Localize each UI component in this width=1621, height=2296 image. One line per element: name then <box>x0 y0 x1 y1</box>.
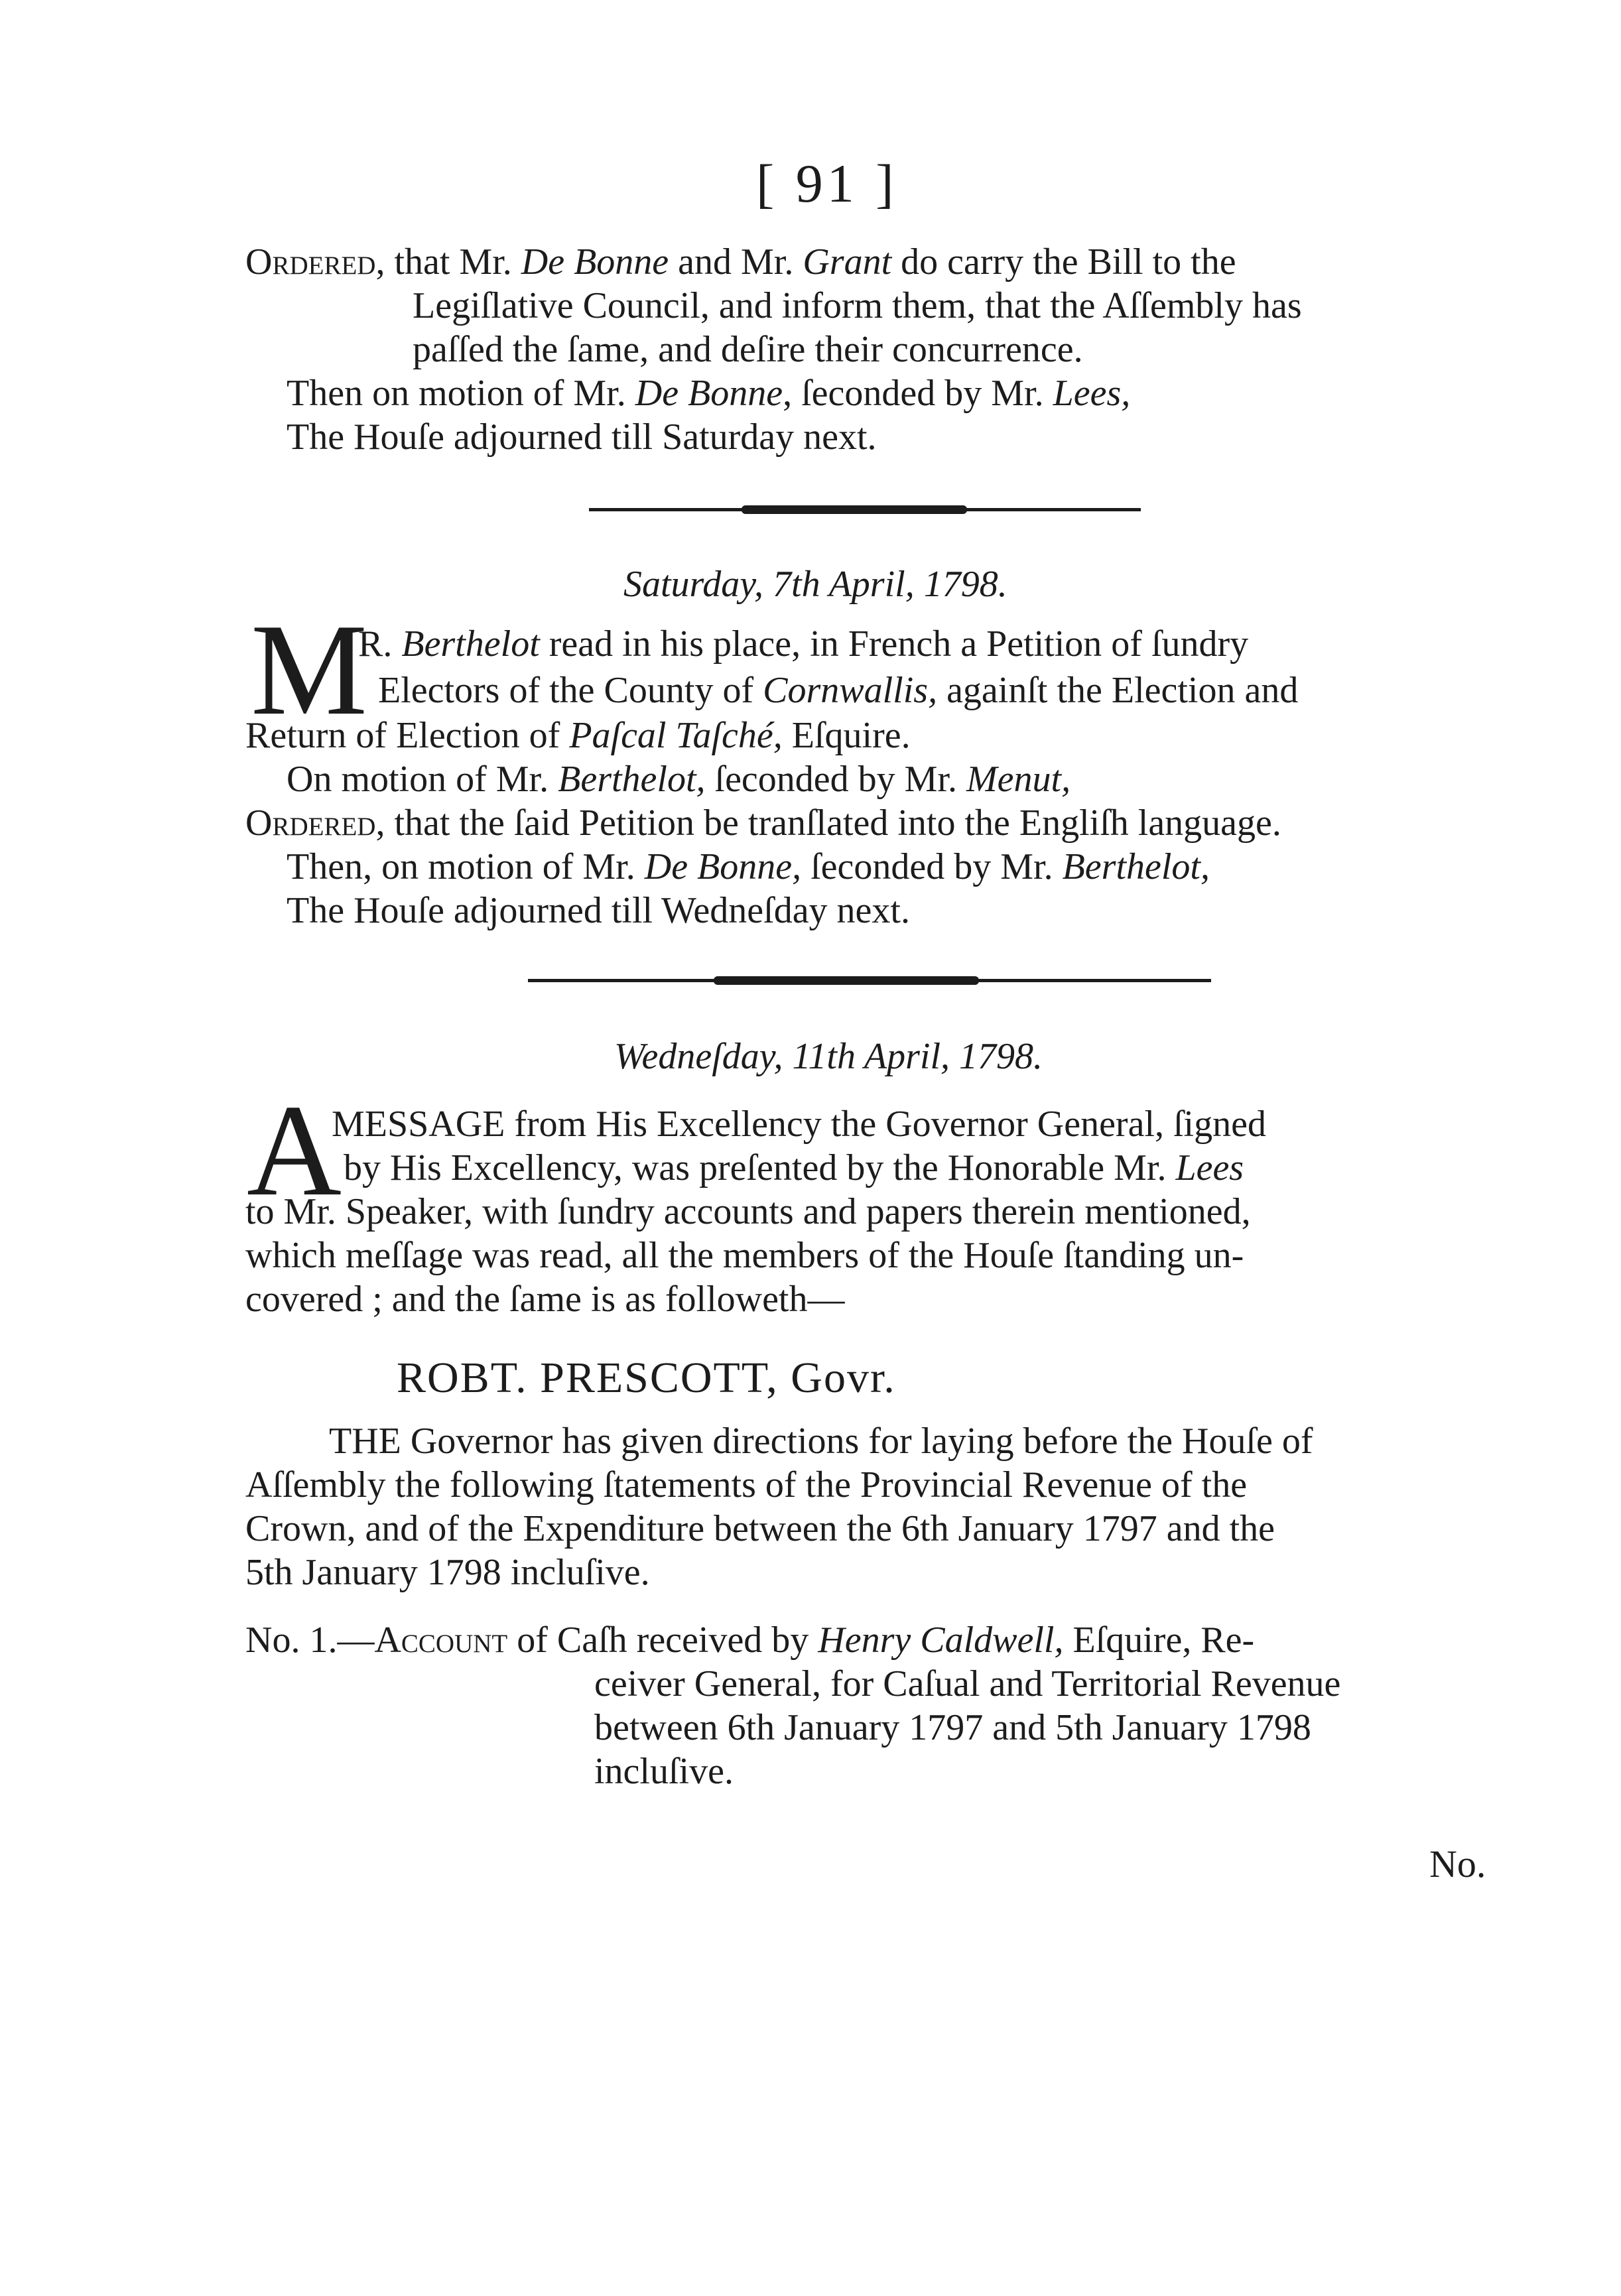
text-line: incluſive. <box>594 1751 734 1792</box>
name-grant: Grant <box>803 241 892 283</box>
ordered-keyword: Ordered, <box>245 241 385 283</box>
text-segment: ſeconded by Mr. <box>801 846 1063 887</box>
text-segment: and Mr. <box>669 241 803 283</box>
section-date: Wedneſday, 11th April, 1798. <box>614 1036 1043 1077</box>
section-divider <box>528 979 1211 982</box>
text-line: Legiſlative Council, and inform them, that the Aſſembly has <box>413 285 1302 326</box>
catchword: No. <box>1429 1842 1486 1885</box>
text-line <box>245 801 1281 845</box>
name-caldwell: Henry Caldwell, <box>818 1620 1064 1661</box>
text-segment: that Mr. <box>385 241 521 283</box>
text-line <box>287 371 1130 415</box>
text-line: THE Governor has given directions for laying before the Houſe of <box>329 1421 1313 1462</box>
text-line: to Mr. Speaker, with ſundry accounts and papers therein mentioned, <box>245 1191 1251 1232</box>
text-segment: Then on motion of Mr. <box>287 373 635 414</box>
text-line <box>358 622 1248 666</box>
text-segment: by His Excellency, was preſented by the Honorable Mr. <box>344 1147 1176 1188</box>
name-menut: Menut, <box>966 759 1071 800</box>
name-lees: Lees <box>1175 1147 1244 1188</box>
name-lees: Lees, <box>1053 373 1131 414</box>
text-segment: of Caſh received by <box>507 1620 818 1661</box>
section-divider <box>589 508 1141 511</box>
text-segment: Eſquire. <box>782 715 911 756</box>
name-debonne: De Bonne <box>521 241 669 283</box>
text-line <box>378 669 1298 712</box>
text-segment: that the ſaid Petition be tranſlated into the Engliſh language. <box>385 802 1281 844</box>
text-segment: Electors of the County of <box>378 670 763 711</box>
text-line: paſſed the ſame, and deſire their concurrence. <box>413 329 1083 370</box>
text-segment: do carry the Bill to the <box>891 241 1236 283</box>
name-debonne: De Bonne, <box>644 846 802 887</box>
drop-cap: M <box>251 597 368 742</box>
text-line: covered ; and the ſame is as followeth— <box>245 1279 845 1320</box>
text-line: Crown, and of the Expenditure between the 6th January 1797 and the <box>245 1508 1275 1549</box>
section-date: Saturday, 7th April, 1798. <box>623 564 1007 605</box>
name-debonne: De Bonne <box>635 373 783 414</box>
text-segment: , ſeconded by Mr. <box>783 373 1053 414</box>
text-line <box>287 757 1070 801</box>
text-segment: againſt the Election and <box>937 670 1299 711</box>
text-line <box>344 1146 1244 1190</box>
text-line: 5th January 1798 incluſive. <box>245 1552 650 1593</box>
name-berthelot: Berthelot, <box>1062 846 1210 887</box>
text-segment: read in his place, in French a Petition of ſundry <box>539 623 1249 665</box>
governor-signature: ROBT. PRESCOTT, Govr. <box>397 1354 896 1402</box>
text-line: Aſſembly the following ſtatements of the Provincial Revenue of the <box>245 1464 1248 1505</box>
drop-cap: A <box>247 1078 342 1223</box>
text-line: which meſſage was read, all the members of the Houſe ſtanding un- <box>245 1235 1244 1276</box>
text-line: ceiver General, for Caſual and Territorial Revenue <box>594 1663 1341 1704</box>
page-number: [ 91 ] <box>756 153 898 214</box>
text-line: The Houſe adjourned till Saturday next. <box>287 416 877 458</box>
text-segment: R. <box>358 623 402 665</box>
text-line <box>245 240 1236 284</box>
text-line <box>245 1618 1254 1662</box>
text-segment: On motion of Mr. <box>287 759 558 800</box>
county-cornwallis: Cornwallis, <box>763 670 938 711</box>
ordered-keyword: Ordered, <box>245 802 385 844</box>
text-line: The Houſe adjourned till Wedneſday next. <box>287 890 910 931</box>
name-tasche: Paſcal Taſché, <box>569 715 783 756</box>
text-line: MESSAGE from His Excellency the Governor General, ſigned <box>332 1104 1266 1145</box>
text-segment: Eſquire, Re- <box>1063 1620 1255 1661</box>
text-segment: Return of Election of <box>245 715 570 756</box>
text-segment: No. 1.— <box>245 1620 375 1661</box>
account-keyword: Account <box>374 1620 508 1661</box>
text-line <box>287 845 1210 889</box>
name-berthelot: Berthelot <box>401 623 540 665</box>
name-berthelot: Berthelot, <box>558 759 706 800</box>
text-line <box>245 714 911 757</box>
text-segment: ſeconded by Mr. <box>705 759 966 800</box>
text-line: between 6th January 1797 and 5th January 1798 <box>594 1707 1311 1748</box>
text-segment: Then, on motion of Mr. <box>287 846 645 887</box>
